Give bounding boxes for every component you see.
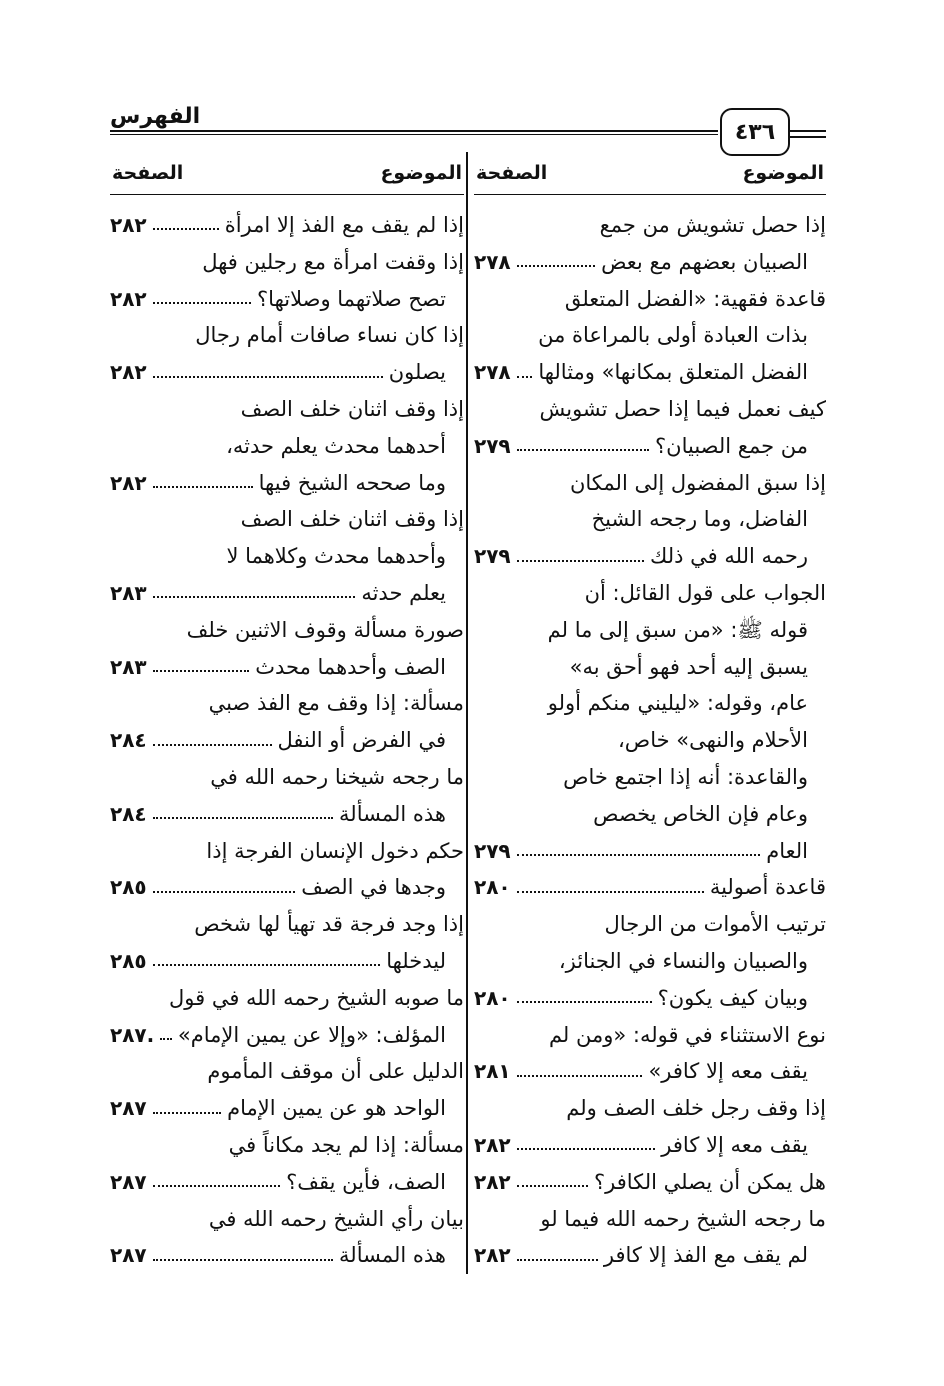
header-rule-right-lower <box>786 136 826 138</box>
index-entry-line <box>474 1053 826 1090</box>
index-entry-line <box>110 759 464 796</box>
entry-text: ما رجحه شيخنا رحمه الله في <box>210 764 464 789</box>
leader-dots <box>153 1112 222 1114</box>
index-entry-line <box>110 1127 464 1164</box>
entry-text: الأحلام والنهى» خاص، <box>618 728 808 753</box>
entry-page-number: ٢٨٥ <box>110 948 147 973</box>
index-entry-line <box>110 796 464 833</box>
index-entry-line <box>474 465 826 502</box>
entry-text: مسألة: إذا وقف مع الفذ صبي <box>208 691 464 716</box>
entry-text: رحمه الله في ذلك <box>650 544 808 569</box>
index-entry-line <box>474 428 826 465</box>
entry-text: ما رجحه الشيخ رحمه الله فيما لو <box>540 1206 826 1231</box>
page-heading: الصفحة <box>476 162 548 184</box>
leader-dots <box>517 560 644 562</box>
entry-text: الفضل المتعلق بمكانها» ومثالها <box>538 360 808 385</box>
entry-page-number: ٢٨٥ <box>110 875 147 900</box>
entry-text: حكم دخول الإنسان الفرجة إذا <box>206 838 464 863</box>
entry-page-number: ٢٨٠ <box>474 875 511 900</box>
page-heading: الصفحة <box>112 162 184 184</box>
entry-text: يقف معه إلا كافر <box>661 1132 808 1157</box>
entry-page-number: ٢٨٤ <box>110 801 147 826</box>
entry-page-number: ٢٧٩ <box>474 433 511 458</box>
leader-dots <box>517 1001 652 1003</box>
index-entry-line <box>110 281 464 318</box>
entry-text: هل يمكن أن يصلي الكافر؟ <box>593 1169 826 1194</box>
entry-text: إذا سبق المفضول إلى المكان <box>569 470 826 495</box>
entry-text: نوع الاستثناء في قوله: «ومن لم <box>548 1022 826 1047</box>
entry-text: في الفرض أو النفل <box>277 728 446 753</box>
index-entry-line <box>474 244 826 281</box>
page-number: ٤٣٦ <box>720 108 790 156</box>
entry-text: قوله ﷺ: «من سبق إلى ما لم <box>547 617 808 642</box>
entry-page-number: ٢٧٨ <box>474 360 511 385</box>
index-entry-line <box>474 391 826 428</box>
entry-page-number: ٢٨٣ <box>110 654 147 679</box>
leader-dots <box>517 376 533 378</box>
index-entry-line <box>110 1090 464 1127</box>
header-rule-right <box>786 130 826 132</box>
entry-text: العام <box>766 838 808 863</box>
index-entry-line <box>110 538 464 575</box>
leader-dots <box>153 302 251 304</box>
entry-text: وبيان كيف يكون؟ <box>657 985 808 1010</box>
index-entry-line <box>110 685 464 722</box>
index-entry-line <box>474 281 826 318</box>
index-entry-line <box>110 428 464 465</box>
entry-page-number: ٢٨٧ <box>110 1096 147 1121</box>
entry-text: وما صححه الشيخ فيها <box>258 470 446 495</box>
index-entry-line <box>474 980 826 1017</box>
left-column <box>110 152 464 1274</box>
entry-page-number: ٢٨١ <box>474 1059 511 1084</box>
index-entry-line <box>110 1017 464 1054</box>
entry-text: بيان رأي الشيخ رحمه الله في <box>208 1206 464 1231</box>
leader-dots <box>153 670 250 672</box>
index-entry-line <box>474 1237 826 1274</box>
entry-text: الصبيان بعضهم مع بعض <box>601 249 808 274</box>
right-column <box>474 152 826 1274</box>
index-entry-line <box>474 869 826 906</box>
entry-text: وأحدهما محدث وكلاهما لا <box>226 544 446 569</box>
entry-text: ما صوبه الشيخ رحمه الله في قول <box>169 985 464 1010</box>
entry-text: قاعدة فقهية: «الفضل المتعلق <box>564 286 826 311</box>
leader-dots <box>153 228 219 230</box>
index-entry-line <box>110 575 464 612</box>
leader-dots <box>517 1075 643 1077</box>
leader-dots <box>517 1259 598 1261</box>
entry-page-number: ٢٨٢ <box>110 470 147 495</box>
entry-page-number: ٢٨٢ <box>474 1243 511 1268</box>
column-divider <box>466 152 468 1274</box>
index-entry-line <box>474 1164 826 1201</box>
index-entry-line <box>110 391 464 428</box>
index-entry-line <box>474 722 826 759</box>
index-entry-line <box>110 207 464 244</box>
index-entry-line <box>474 759 826 796</box>
index-entry-line <box>474 575 826 612</box>
entry-text: كيف نعمل فيما إذا حصل تشويش <box>539 396 826 421</box>
leader-dots <box>153 817 333 819</box>
entry-page-number: .٢٨٧ <box>110 1022 155 1047</box>
leader-dots <box>517 854 761 856</box>
entry-text: هذه المسألة <box>339 1243 446 1268</box>
entry-text: صورة مسألة وقوف الاثنين خلف <box>186 617 464 642</box>
leader-dots <box>153 891 296 893</box>
entry-text: يقف معه إلا كافر» <box>648 1059 808 1084</box>
entry-page-number: ٢٨٧ <box>110 1169 147 1194</box>
entry-text: المؤلف: «وإلا عن يمين الإمام» <box>177 1022 446 1047</box>
leader-dots <box>153 1259 333 1261</box>
leader-dots <box>153 486 253 488</box>
index-entry-line <box>474 1090 826 1127</box>
index-entry-line <box>474 354 826 391</box>
index-entry-line <box>474 906 826 943</box>
entry-text: ترتيب الأموات من الرجال <box>604 912 826 937</box>
left-column-head <box>110 152 464 195</box>
entry-text: لم يقف مع الفذ إلا كافر <box>603 1243 808 1268</box>
running-title: الفهرس <box>110 104 201 129</box>
entry-page-number: ٢٨٢ <box>110 213 147 237</box>
topic-heading: الموضوع <box>742 162 824 184</box>
index-entry-line <box>474 612 826 649</box>
index-entry-line <box>474 538 826 575</box>
entry-text: والقاعدة: أنه إذا اجتمع خاص <box>563 764 808 789</box>
index-entry-line <box>474 1127 826 1164</box>
leader-dots <box>160 1038 172 1040</box>
entry-text: وعام فإن الخاص يخصص <box>593 801 808 826</box>
entry-text: عام، وقوله: «ليليني منكم أولو <box>547 691 808 716</box>
index-entry-line <box>110 1237 464 1274</box>
right-entries <box>474 207 826 1274</box>
index-entry-line <box>110 869 464 906</box>
entry-text: الواحد هو عن يمين الإمام <box>227 1096 446 1121</box>
index-entry-line <box>474 501 826 538</box>
entry-page-number: ٢٧٩ <box>474 544 511 569</box>
index-entry-line <box>110 1201 464 1238</box>
entry-text: إذا وقفت امرأة مع رجلين فهل <box>202 249 464 274</box>
index-entry-line <box>110 317 464 354</box>
entry-text: الصف، فأين يقف؟ <box>286 1169 446 1194</box>
index-entry-line <box>110 906 464 943</box>
entry-text: يصلون <box>388 360 446 385</box>
leader-dots <box>153 1185 280 1187</box>
entry-text: إذا وقف اثنان خلف الصف <box>240 507 464 532</box>
leader-dots <box>153 964 381 966</box>
index-entry-line <box>474 943 826 980</box>
leader-dots <box>153 744 272 746</box>
index-entry-line <box>110 1164 464 1201</box>
entry-page-number: ٢٨٧ <box>110 1243 147 1268</box>
entry-text: يسبق إليه أحد فهو أحق به» <box>569 654 808 679</box>
topic-heading: الموضوع <box>380 162 462 184</box>
entry-text: إذا لم يقف مع الفذ إلا امرأة <box>224 213 464 237</box>
index-entry-line <box>474 649 826 686</box>
index-entry-line <box>110 943 464 980</box>
entry-page-number: ٢٨٤ <box>110 728 147 753</box>
index-entry-line <box>110 244 464 281</box>
header-rule-thin <box>110 134 718 135</box>
leader-dots <box>517 449 649 451</box>
entry-text: إذا وقف اثنان خلف الصف <box>240 396 464 421</box>
index-entry-line <box>110 980 464 1017</box>
index-entry-line <box>474 833 826 870</box>
entry-text: والصبيان والنساء في الجنائز، <box>558 948 808 973</box>
index-entry-line <box>110 1053 464 1090</box>
entry-text: الفاضل، وما رجحه الشيخ <box>591 507 808 532</box>
right-column-head <box>474 152 826 195</box>
entry-text: الجواب على قول القائل: أن <box>584 580 826 605</box>
entry-text: إذا وجد فرجة قد تهيأ لها شخص <box>194 912 464 937</box>
entry-page-number: ٢٨٢ <box>110 286 147 311</box>
leader-dots <box>517 1148 656 1150</box>
leader-dots <box>517 1185 588 1187</box>
index-entry-line <box>110 612 464 649</box>
index-entry-line <box>110 649 464 686</box>
entry-page-number: ٢٨٢ <box>110 360 147 385</box>
index-entry-line <box>474 685 826 722</box>
left-entries <box>110 207 464 1274</box>
entry-text: من جمع الصبيان؟ <box>655 433 808 458</box>
entry-text: قاعدة أصولية <box>709 875 826 900</box>
entry-text: إذا كان نساء صافات أمام رجال <box>195 323 464 348</box>
index-entry-line <box>474 317 826 354</box>
entry-text: ليدخلها <box>386 948 446 973</box>
entry-text: بذات العبادة أولى بالمراعاة من <box>538 323 808 348</box>
leader-dots <box>517 891 704 893</box>
entry-text: تصح صلاتهما وصلاتها؟ <box>257 286 446 311</box>
index-entry-line <box>110 501 464 538</box>
entry-text: أحدهما محدث يعلم حدثه، <box>226 433 446 458</box>
entry-page-number: ٢٨٢ <box>474 1169 511 1194</box>
leader-dots <box>153 596 356 598</box>
entry-text: هذه المسألة <box>339 801 446 826</box>
entry-text: إذا وقف رجل خلف الصف ولم <box>566 1096 826 1121</box>
index-entry-line <box>474 207 826 244</box>
index-entry-line <box>474 796 826 833</box>
entry-page-number: ٢٧٩ <box>474 838 511 863</box>
leader-dots <box>153 376 383 378</box>
entry-text: الدليل على أن موقف المأموم <box>207 1059 464 1084</box>
entry-page-number: ٢٨٢ <box>474 1132 511 1157</box>
entry-text: الصف وأحدهما محدث <box>255 654 446 679</box>
header-rule <box>110 130 718 132</box>
index-entry-line <box>110 465 464 502</box>
entry-text: وجدها في الصف <box>301 875 446 900</box>
entry-text: يعلم حدثه <box>361 580 446 605</box>
entry-text: إذا حصل تشويش من جمع <box>599 213 826 237</box>
index-entry-line <box>110 354 464 391</box>
leader-dots <box>517 265 595 267</box>
index-entry-line <box>110 833 464 870</box>
entry-page-number: ٢٨٣ <box>110 580 147 605</box>
entry-page-number: ٢٧٨ <box>474 249 511 274</box>
index-entry-line <box>474 1201 826 1238</box>
entry-page-number: ٢٨٠ <box>474 985 511 1010</box>
index-entry-line <box>474 1017 826 1054</box>
index-entry-line <box>110 722 464 759</box>
entry-text: مسألة: إذا لم يجد مكاناً في <box>228 1132 464 1157</box>
